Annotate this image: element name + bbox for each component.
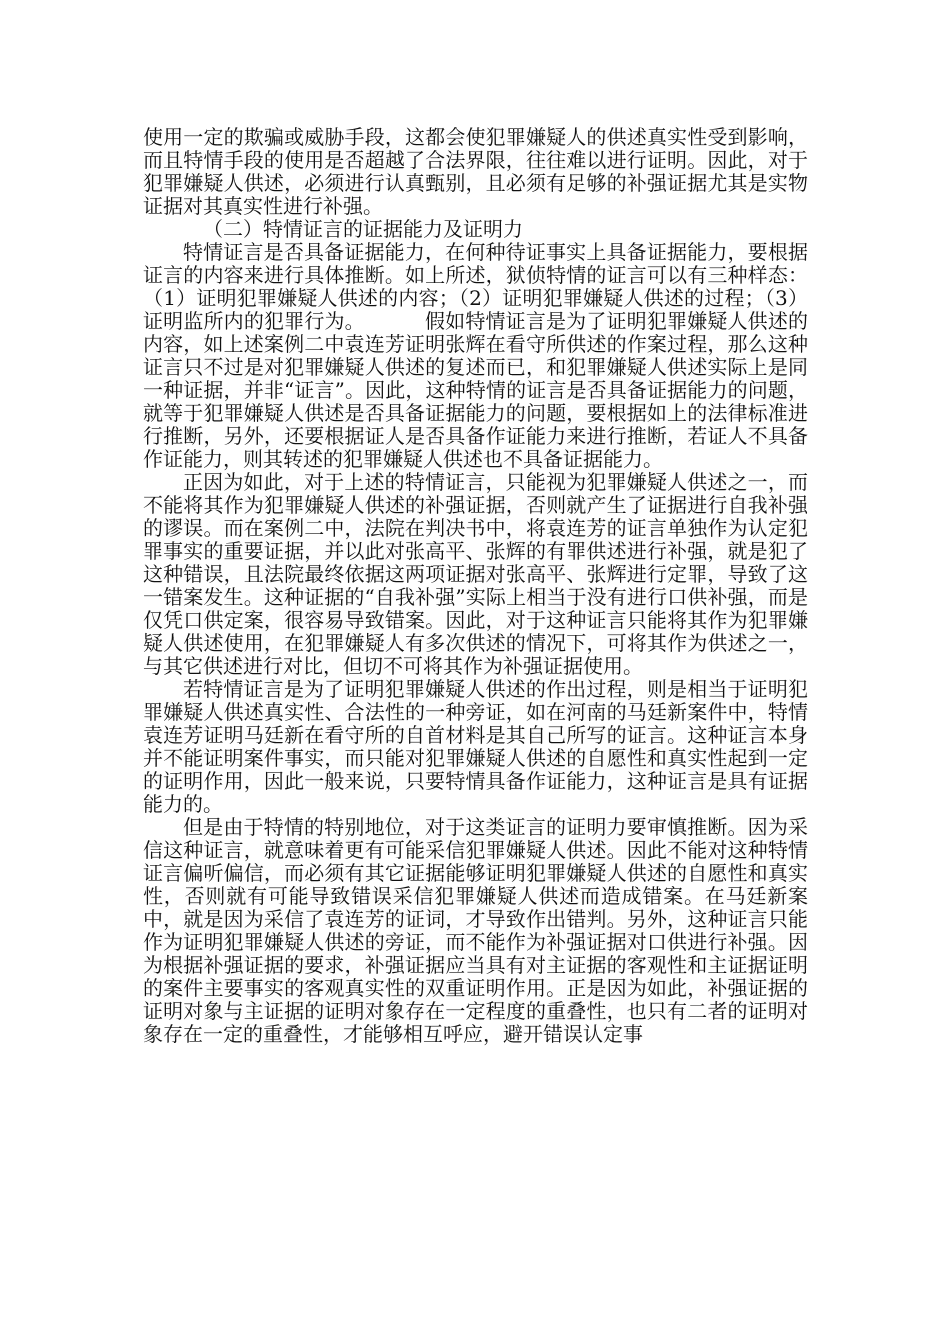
paragraph-side-evidence: 若特情证言是为了证明犯罪嫌疑人供述的作出过程，则是相当于证明犯罪嫌疑人供述真实性、合法性的一种旁证，如在河南的马廷新案件中，特情袁连芳证明马廷新在看守所的自首材料是其自己所写的证言。这种证言本身并不能证明案件事实，而只能对犯罪嫌疑人供述的自愿性和真实性起到一定的证明作用，因此一般来说，只要特情具备作证能力，这种证言是具有证据能力的。 xyxy=(143,677,808,816)
document-page xyxy=(143,126,808,1046)
paragraph-admissibility-part1: 特情证言是否具备证据能力，在何种待证事实上具备证据能力，要根据证言的内容来进行具体推断。如上所述，狱侦特情的证言可以有三种样态：（1）证明犯罪嫌疑人供述的内容；（2）证明犯罪嫌疑人供述的过程；（3）证明监所内的犯罪行为。 xyxy=(143,240,808,333)
paragraph-self-corroboration: 正因为如此，对于上述的特情证言，只能视为犯罪嫌疑人供述之一，而不能将其作为犯罪嫌疑人供述的补强证据，否则就产生了证据进行自我补强的谬误。而在案例二中，法院在判决书中，将袁连芳的证言单独作为认定犯罪事实的重要证据，并以此对张高平、张辉的有罪供述进行补强，就是犯了这种错误，且法院最终依据这两项证据对张高平、张辉进行定罪，导致了这一错案发生。这种证据的“自我补强”实际上相当于没有进行口供补强，而是仅凭口供定案，很容易导致错案。因此，对于这种证言只能将其作为犯罪嫌疑人供述使用，在犯罪嫌疑人有多次供述的情况下，可将其作为供述之一，与其它供述进行对比，但切不可将其作为补强证据使用。 xyxy=(143,470,808,678)
section-heading: （二）特情证言的证据能力及证明力 xyxy=(203,217,523,241)
paragraph-admissibility-part2: 假如特情证言是为了证明犯罪嫌疑人供述的内容，如上述案例二中袁连芳证明张辉在看守所供述的作案过程，那么这种证言只不过是对犯罪嫌疑人供述的复述而已，和犯罪嫌疑人供述实际上是同一种证据，并非“证言”。因此，这种特情的证言是否具备证据能力的问题，就等于犯罪嫌疑人供述是否具备证据能力的问题，要根据如上的法律标准进行推断，另外，还要根据证人是否具备作证能力来进行推断，若证人不具备作证能力，则其转述的犯罪嫌疑人供述也不具备证据能力。 xyxy=(143,309,809,471)
paragraph-probative-value: 但是由于特情的特别地位，对于这类证言的证明力要审慎推断。因为采信这种证言，就意味着更有可能采信犯罪嫌疑人供述。因此不能对这种特情证言偏听偏信，而必须有其它证据能够证明犯罪嫌疑人供述的自愿性和真实性，否则就有可能导致错误采信犯罪嫌疑人供述而造成错案。在马廷新案中，就是因为采信了袁连芳的证词，才导致作出错判。另外，这种证言只能作为证明犯罪嫌疑人供述的旁证，而不能作为补强证据对口供进行补强。因为根据补强证据的要求，补强证据应当具有对主证据的客观性和主证据证明的案件主要事实的客观真实性的双重证明作用。正是因为如此，补强证据的证明对象与主证据的证明对象存在一定程度的重叠性，也只有二者的证明对象存在一定的重叠性，才能够相互呼应，避开错误认定事 xyxy=(143,815,808,1046)
paragraph-continuation: 使用一定的欺骗或威胁手段，这都会使犯罪嫌疑人的供述真实性受到影响，而且特情手段的使用是否超越了合法界限，往往难以进行证明。因此，对于犯罪嫌疑人供述，必须进行认真甄别，且必须有足够的补强证据尤其是实物证据对其真实性进行补强。 xyxy=(143,125,808,218)
paragraph-admissibility xyxy=(143,241,808,471)
